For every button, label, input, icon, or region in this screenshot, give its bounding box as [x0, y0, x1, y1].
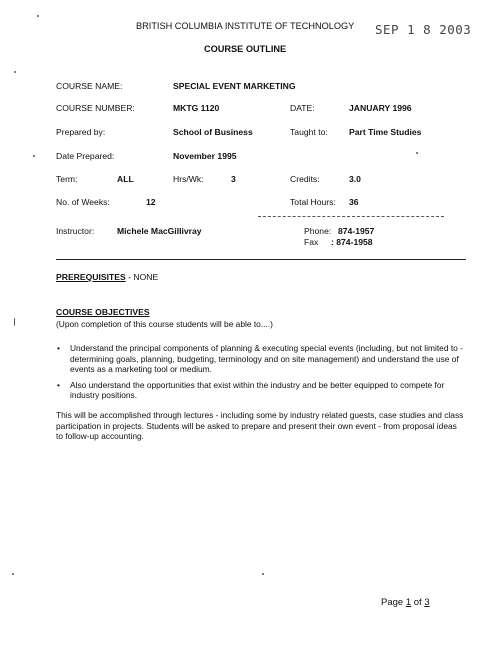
scan-speck [14, 318, 15, 326]
objective-text: Also understand the opportunities that exist within the industry and be better equipped to compete for industry positions. [70, 379, 445, 401]
instructor-label: Instructor: [56, 226, 95, 236]
document-title: COURSE OUTLINE [204, 44, 287, 54]
bullet-dot-icon: • [57, 379, 60, 390]
received-date-stamp: SEP 1 8 2003 [375, 22, 472, 37]
page-total: 3 [424, 597, 430, 608]
objectives-list [56, 343, 464, 406]
course-number-label: COURSE NUMBER: [56, 103, 135, 113]
date-prepared-value: November 1995 [173, 151, 237, 161]
institution-name: BRITISH COLUMBIA INSTITUTE OF TECHNOLOGY [136, 21, 355, 31]
scan-speck [416, 152, 418, 154]
objectives-closing: This will be accomplished through lectures - including some by industry related guests, case studies and class participation in projects. Students will be asked to prepare and present their own event - from proposal ideas to follow-up accounting. [56, 410, 464, 442]
total-hours-value: 36 [349, 197, 359, 207]
of-label: of [411, 597, 425, 608]
objectives-heading: COURSE OBJECTIVES [56, 307, 150, 317]
date-prepared-label: Date Prepared: [56, 151, 115, 161]
fax-label: Fax [304, 237, 319, 247]
hrs-wk-label: Hrs/Wk: [173, 174, 204, 184]
prerequisites-value: - NONE [125, 272, 159, 282]
prerequisites-line [56, 272, 158, 282]
course-number-value: MKTG 1120 [173, 103, 220, 113]
date-label: DATE: [290, 103, 315, 113]
date-value: JANUARY 1996 [349, 103, 412, 113]
course-name-value: SPECIAL EVENT MARKETING [173, 81, 296, 91]
objective-text: Understand the principal components of planning & executing special events (including, but not limited to - determining goals, planning, budgeting, terminology and on site management) and understand the use of events as a marketing tool or medium. [70, 343, 463, 375]
total-hours-label: Total Hours: [290, 197, 336, 207]
prerequisites-heading: PREREQUISITES [56, 272, 126, 282]
objectives-intro: (Upon completion of this course students will be able to....) [56, 319, 273, 329]
objective-item [56, 380, 464, 401]
taught-to-label: Taught to: [290, 127, 328, 137]
prepared-by-value: School of Business [173, 127, 253, 137]
credits-value: 3.0 [349, 174, 361, 184]
bullet-dot-icon: • [57, 343, 60, 353]
term-label: Term: [56, 174, 78, 184]
contact-divider [258, 216, 444, 217]
course-name-label: COURSE NAME: [56, 81, 123, 91]
phone-label: Phone: [304, 226, 332, 236]
phone-value: 874-1957 [338, 226, 375, 236]
section-divider [56, 259, 466, 260]
prepared-by-label: Prepared by: [56, 127, 106, 137]
page-label: Page [381, 597, 406, 608]
taught-to-value: Part Time Studies [349, 127, 422, 137]
term-value: ALL [117, 174, 134, 184]
weeks-value: 12 [146, 197, 156, 207]
scan-speck [12, 573, 14, 575]
weeks-label: No. of Weeks: [56, 197, 110, 207]
objective-item [56, 343, 464, 375]
page-number [381, 597, 430, 608]
instructor-value: Michele MacGillivray [117, 226, 202, 236]
hrs-wk-value: 3 [231, 174, 236, 184]
scan-speck [37, 15, 39, 17]
scan-speck [14, 71, 16, 73]
page-current: 1 [405, 597, 412, 608]
credits-label: Credits: [290, 174, 320, 184]
scan-speck [262, 573, 264, 575]
fax-value: : 874-1958 [331, 237, 373, 247]
scan-speck [33, 155, 35, 157]
